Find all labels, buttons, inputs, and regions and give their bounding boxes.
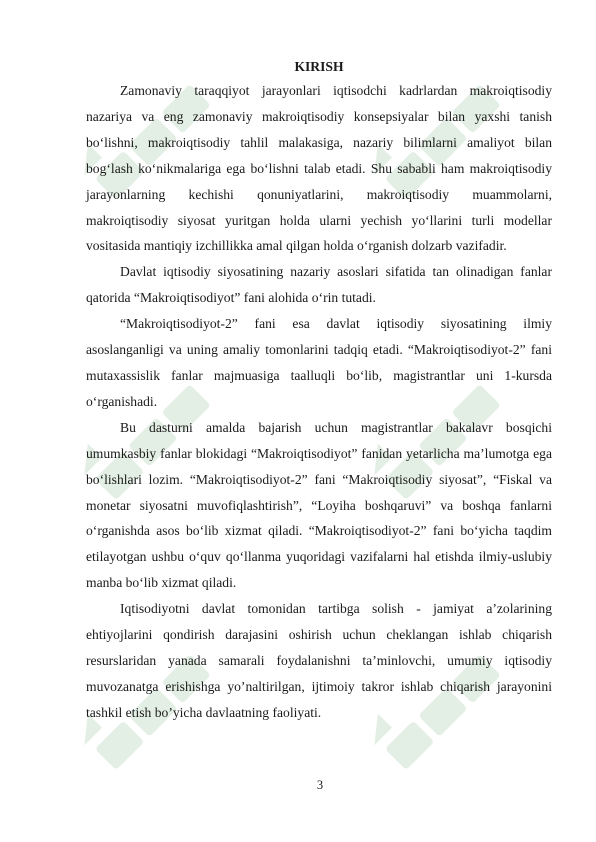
paragraph: “Makroiqtisodiyot-2” fani esa davlat iqtisodiy siyosatining ilmiy asoslanganligi va uning amaliy tomonlarini tadqiq etadi. “Makroiqtisodiyot-2” fani mutaxassislik fanlar majmuasiga taalluqli bo‘lib, magistrantlar uni 1-kursda o‘rganishadi. [86,316,552,409]
document-body [86,56,552,726]
page-number: 3 [316,778,324,792]
section-title: KIRISH [294,59,344,74]
paragraph: Zamonaviy taraqqiyot jarayonlari iqtisodchi kadrlardan makroiqtisodiy nazariya va eng zamonaviy makroiqtisodiy konsepsiyalar bilan yaxshi tanish bo‘lishni, makroiqtisodiy tahlil malakasiga, nazariy bilimlarni amaliyot bilan bog‘lash ko‘nikmalariga ega bo‘lishni talab etadi. Shu sababli ham makroiqtisodiy jarayonlarning kechishi qonuniyatlarini, makroiqtisodiy muammolarni, makroiqtisodiy siyosat yuritgan holda ularni yechish yo‘llarini turli modellar vositasida mantiqiy izchillikka amal qilgan holda o‘rganish dolzarb vazifadir. [86,83,552,254]
paragraph: Bu dasturni amalda bajarish uchun magistrantlar bakalavr bosqichi umumkasbiy fanlar blokidagi “Makroiqtisodiyot” fanidan yetarlicha ma’lumotga ega bo‘lishlari lozim. “Makroiqtisodiyot-2” fani “Makroiqtisodiy siyosat”, “Fiskal va monetar siyosatni muvofiqlashtirish”, “Loyiha boshqaruvi” va boshqa fanlarni o‘rganishda asos bo‘lib xizmat qiladi. “Makroiqtisodiyot-2” fani bo‘yicha taqdim etilayotgan ushbu o‘quv qo‘llanma yuqoridagi vazifalarni hal etishda ilmiy-uslubiy manba bo‘lib xizmat qiladi. [86,419,552,591]
paragraph: Iqtisodiyotni davlat tomonidan tartibga solish - jamiyat a’zolarining ehtiyojlarini qondirish darajasini oshirish uchun cheklangan ishlab chiqarish resurslaridan yanada samarali foydalanishni ta’minlovchi, umumiy iqtisodiy muvozanatga erishishga yo’naltirilgan, ijtimoiy takror ishlab chiqarish jarayonini tashkil etish bo’yicha davlaatning faoliyati. [86,601,552,720]
paragraph: Davlat iqtisodiy siyosatining nazariy asoslari sifatida tan olinadigan fanlar qatorida “Makroiqtisodiyot” fani alohida o‘rin tutadi. [86,264,552,306]
